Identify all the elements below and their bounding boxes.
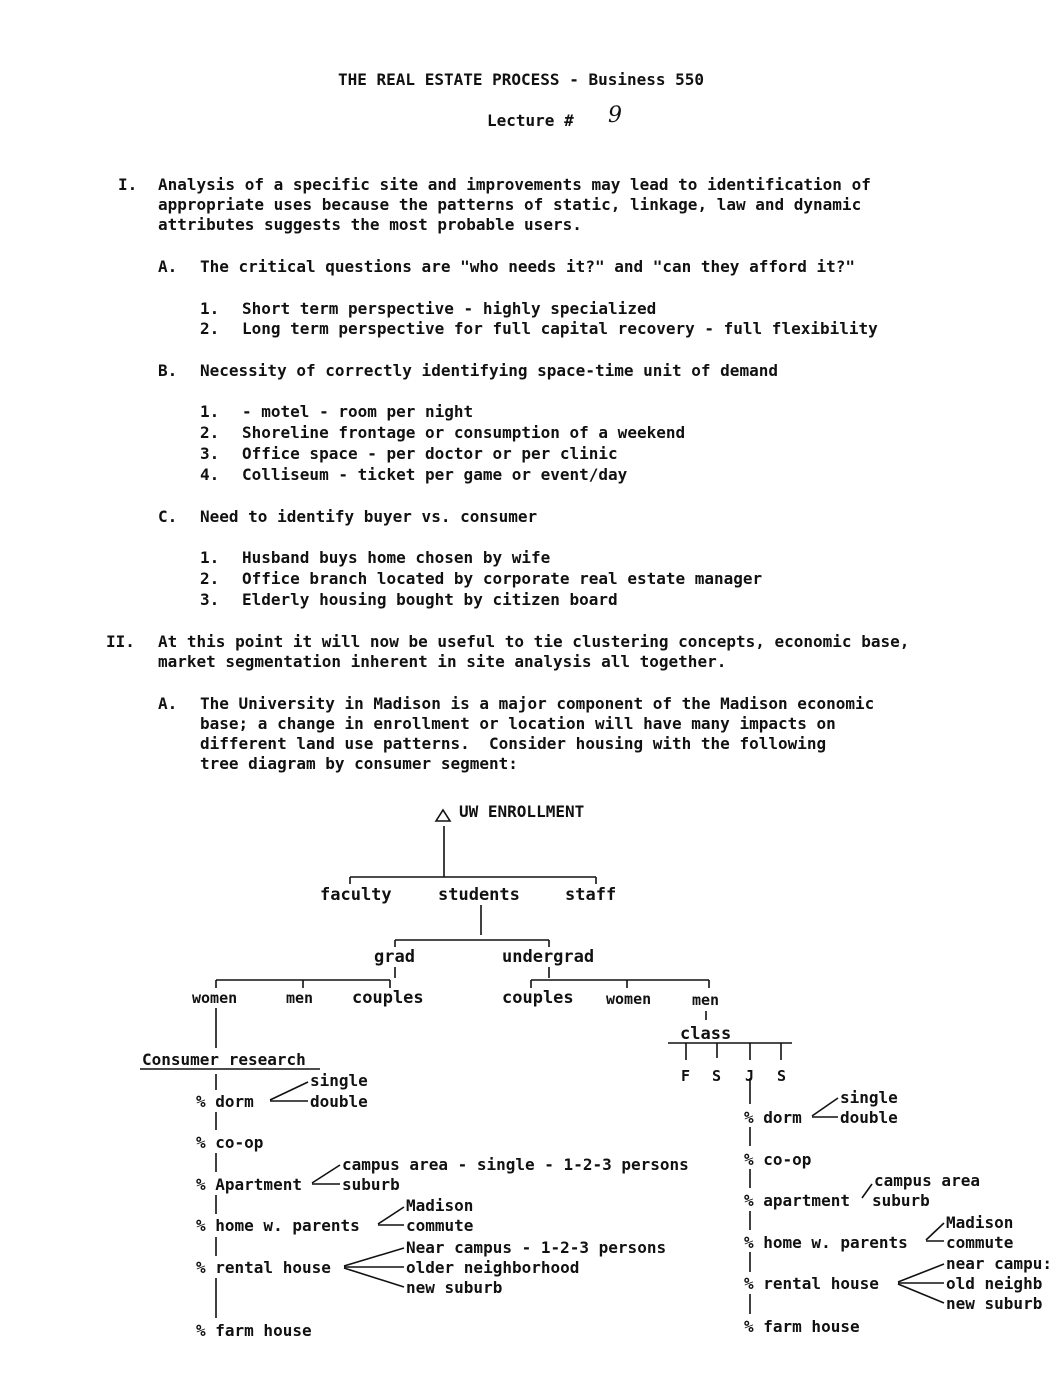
list-item-number: 2.	[200, 319, 220, 338]
left-apartment-campus: campus area - single - 1-2-3 persons	[342, 1155, 689, 1174]
left-rental-new: new suburb	[406, 1278, 503, 1297]
tree-node-grad-women: women	[192, 989, 238, 1007]
tree-node-faculty: faculty	[320, 885, 392, 905]
consumer-research-heading: Consumer research	[142, 1050, 306, 1069]
right-coop: % co-op	[744, 1150, 812, 1169]
right-home-madison: Madison	[946, 1213, 1014, 1232]
list-item: Office space - per doctor or per clinic	[242, 444, 618, 463]
tree-node-grad-men: men	[286, 989, 314, 1007]
section-2a-line-2: base; a change in enrollment or location will have many impacts on	[200, 714, 836, 733]
list-item-number: 2.	[200, 423, 220, 442]
list-item-number: 4.	[200, 465, 220, 484]
right-home: % home w. parents	[744, 1233, 908, 1252]
tree-node-grad: grad	[374, 947, 415, 967]
left-home-madison: Madison	[406, 1196, 474, 1215]
list-item: Elderly housing bought by citizen board	[242, 590, 618, 609]
list-item-number: 3.	[200, 590, 220, 609]
class-item-f: F	[681, 1067, 691, 1085]
list-item-number: 2.	[200, 569, 220, 588]
class-item-s2: S	[777, 1067, 787, 1085]
left-dorm-single: single	[310, 1071, 368, 1090]
right-apartment-campus: campus area	[874, 1171, 980, 1190]
list-item-number: 1.	[200, 548, 220, 567]
right-rental-old: old neighb	[946, 1274, 1043, 1293]
right-home-commute: commute	[946, 1233, 1014, 1252]
lecture-label: Lecture #	[487, 111, 574, 130]
tree-node-staff: staff	[565, 885, 617, 905]
section-1c-letter: C.	[158, 507, 178, 526]
list-item-number: 1.	[200, 299, 220, 318]
list-item: Shoreline frontage or consumption of a weekend	[242, 423, 686, 442]
list-item: Office branch located by corporate real estate manager	[242, 569, 763, 588]
section-2-line-1: At this point it will now be useful to tie clustering concepts, economic base,	[158, 632, 910, 651]
section-2a-line-3: different land use patterns. Consider housing with the following	[200, 734, 827, 753]
tree-node-undergrad-women: women	[606, 990, 652, 1008]
right-dorm: % dorm	[744, 1108, 802, 1127]
tree-node-class: class	[680, 1024, 732, 1044]
left-apartment-suburb: suburb	[342, 1175, 400, 1194]
section-1-line-2: appropriate uses because the patterns of static, linkage, law and dynamic	[158, 195, 862, 214]
tree-node-undergrad-men: men	[692, 991, 720, 1009]
section-1a-text: The critical questions are "who needs it?" and "can they afford it?"	[200, 257, 856, 276]
right-rental-near: near campu:	[946, 1254, 1052, 1273]
page-title: THE REAL ESTATE PROCESS - Business 550	[338, 70, 705, 89]
section-1b-text: Necessity of correctly identifying space-time unit of demand	[200, 361, 778, 380]
lecture-number: 9	[608, 103, 622, 128]
left-rental-near: Near campus - 1-2-3 persons	[406, 1238, 667, 1257]
left-farm: % farm house	[196, 1321, 312, 1340]
section-1a-letter: A.	[158, 257, 178, 276]
left-dorm: % dorm	[196, 1092, 254, 1111]
section-1-number: I.	[118, 175, 138, 194]
section-1c-text: Need to identify buyer vs. consumer	[200, 507, 538, 526]
tree-node-grad-couples: couples	[352, 988, 424, 1008]
left-apartment: % Apartment	[196, 1175, 302, 1194]
section-1b-letter: B.	[158, 361, 178, 380]
section-2a-letter: A.	[158, 694, 178, 713]
list-item-number: 1.	[200, 402, 220, 421]
list-item: Short term perspective - highly specialized	[242, 299, 657, 318]
tree-node-undergrad-couples: couples	[502, 988, 574, 1008]
left-rental-older: older neighborhood	[406, 1258, 580, 1277]
section-2-line-2: market segmentation inherent in site analysis all together.	[158, 652, 727, 671]
right-apartment-suburb: suburb	[872, 1191, 930, 1210]
tree-node-undergrad: undergrad	[502, 947, 595, 967]
left-dorm-double: double	[310, 1092, 368, 1111]
left-coop: % co-op	[196, 1133, 264, 1152]
triangle-icon	[436, 810, 450, 821]
section-2-number: II.	[106, 632, 135, 651]
class-item-j: J	[745, 1067, 755, 1085]
tree-node-students: students	[438, 885, 520, 905]
section-2a-line-4: tree diagram by consumer segment:	[200, 754, 518, 773]
right-rental-new: new suburb	[946, 1294, 1043, 1313]
list-item: Colliseum - ticket per game or event/day	[242, 465, 628, 484]
right-farm: % farm house	[744, 1317, 860, 1336]
list-item: Husband buys home chosen by wife	[242, 548, 551, 567]
list-item: Long term perspective for full capital recovery - full flexibility	[242, 319, 878, 338]
right-apartment: % apartment	[744, 1191, 850, 1210]
left-rental: % rental house	[196, 1258, 331, 1277]
section-1-line-1: Analysis of a specific site and improvements may lead to identification of	[158, 175, 871, 194]
section-1-line-3: attributes suggests the most probable users.	[158, 215, 582, 234]
right-dorm-double: double	[840, 1108, 898, 1127]
left-home-commute: commute	[406, 1216, 474, 1235]
class-item-s: S	[712, 1067, 722, 1085]
list-item: - motel - room per night	[242, 402, 474, 421]
right-rental: % rental house	[744, 1274, 879, 1293]
tree-root: UW ENROLLMENT	[459, 802, 585, 821]
right-dorm-single: single	[840, 1088, 898, 1107]
list-item-number: 3.	[200, 444, 220, 463]
section-2a-line-1: The University in Madison is a major component of the Madison economic	[200, 694, 875, 713]
left-home: % home w. parents	[196, 1216, 360, 1235]
